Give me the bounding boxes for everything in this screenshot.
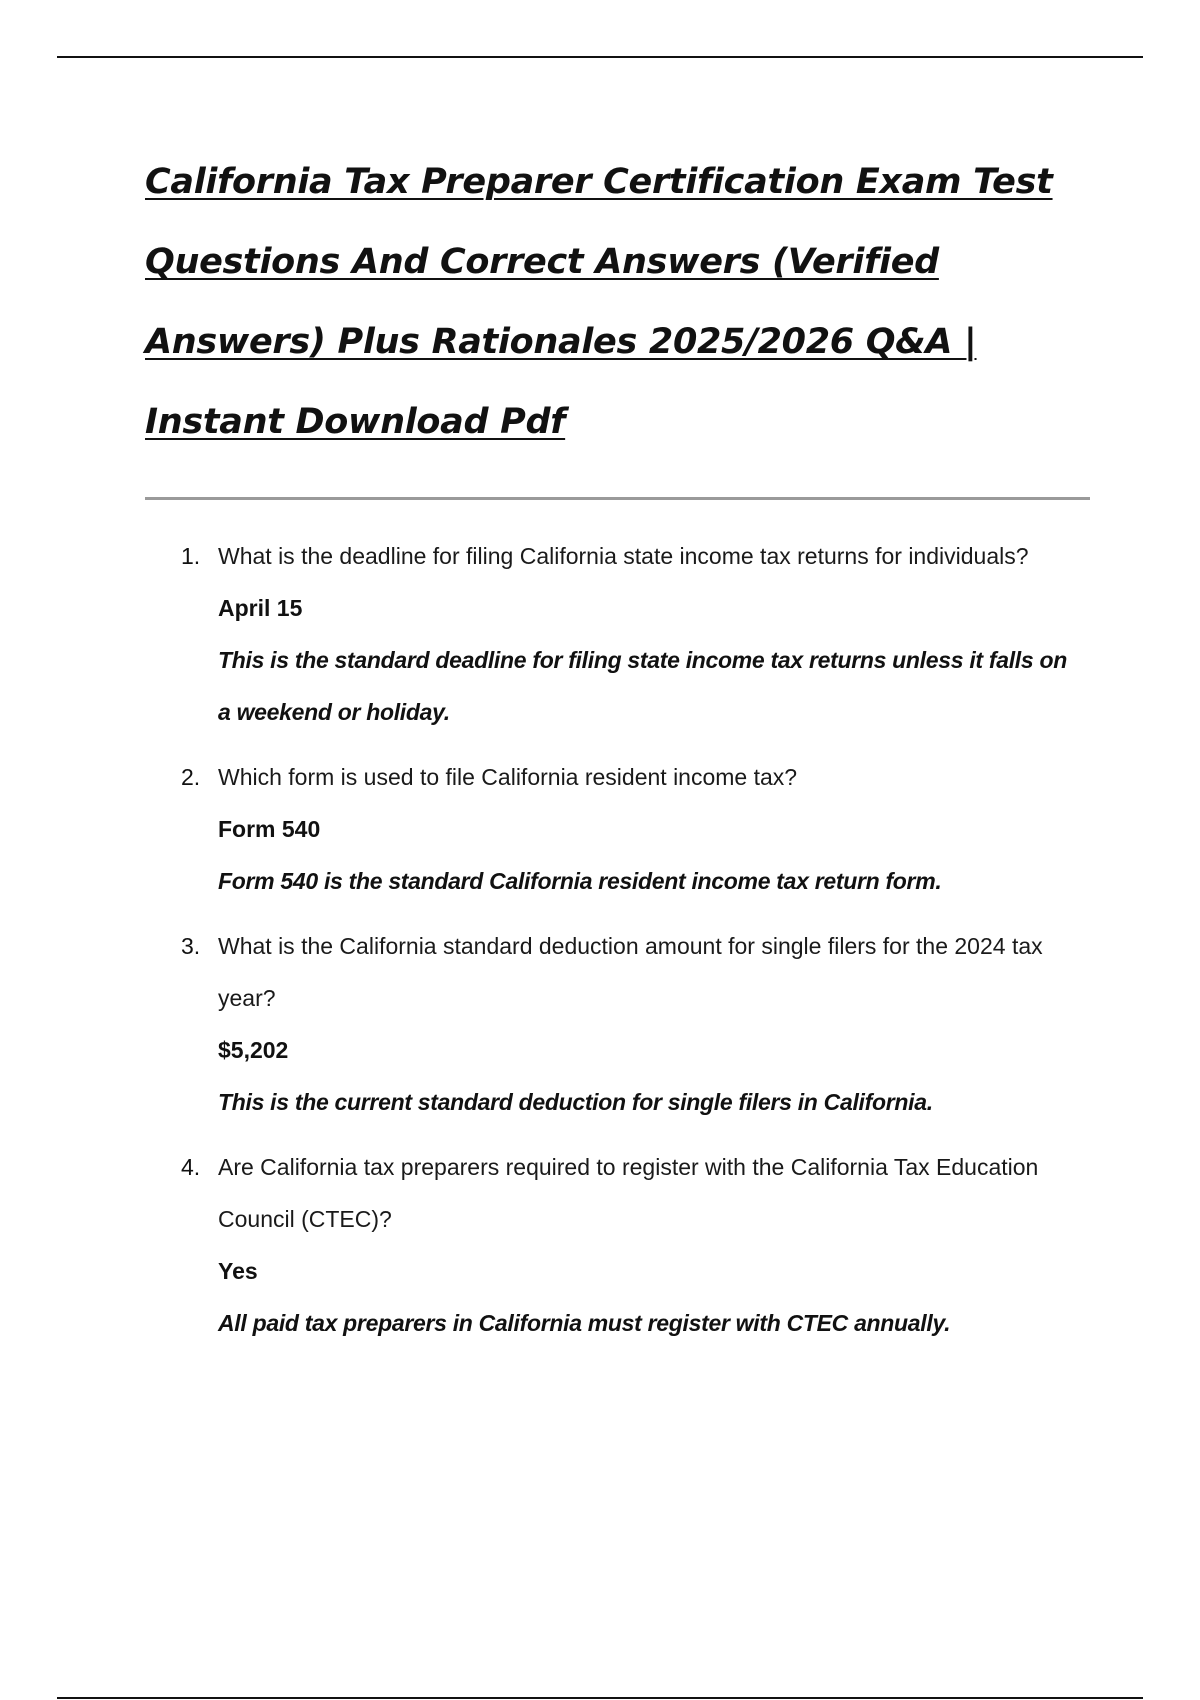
rationale-text: This is the current standard deduction for single filers in California.	[218, 1089, 933, 1115]
bottom-rule	[57, 1697, 1143, 1699]
question-body	[218, 530, 1073, 738]
question-number: 2.	[181, 764, 201, 790]
question-body	[218, 751, 1073, 907]
question-body	[218, 1141, 1073, 1349]
rationale-text: This is the standard deadline for filing state income tax returns unless it falls on a weekend or holiday.	[218, 647, 1067, 725]
question-text: What is the deadline for filing California state income tax returns for individuals?	[218, 543, 1029, 569]
answer-text: Yes	[218, 1258, 258, 1284]
document-title: California Tax Preparer Certification Exam Test Questions And Correct Answers (Verified Answers) Plus Rationales 2025/2026 Q&A | Instant Download Pdf	[145, 162, 1053, 442]
question-number: 3.	[181, 933, 201, 959]
question-text: What is the California standard deduction amount for single filers for the 2024 tax year?	[218, 933, 1043, 1011]
question-item	[0, 920, 1200, 1128]
rationale-text: Form 540 is the standard California resident income tax return form.	[218, 868, 942, 894]
question-item	[0, 1141, 1200, 1349]
question-item	[0, 530, 1200, 738]
answer-text: $5,202	[218, 1037, 289, 1063]
top-rule	[57, 56, 1143, 58]
title-divider	[145, 497, 1090, 500]
rationale-text: All paid tax preparers in California must register with CTEC annually.	[218, 1310, 951, 1336]
answer-text: Form 540	[218, 816, 321, 842]
answer-text: April 15	[218, 595, 303, 621]
question-number: 1.	[181, 543, 201, 569]
question-item	[0, 751, 1200, 907]
question-text: Are California tax preparers required to register with the California Tax Education Council (CTEC)?	[218, 1154, 1039, 1232]
question-text: Which form is used to file California resident income tax?	[218, 764, 798, 790]
question-number: 4.	[181, 1154, 201, 1180]
question-body	[218, 920, 1073, 1128]
question-list	[0, 530, 1200, 1362]
